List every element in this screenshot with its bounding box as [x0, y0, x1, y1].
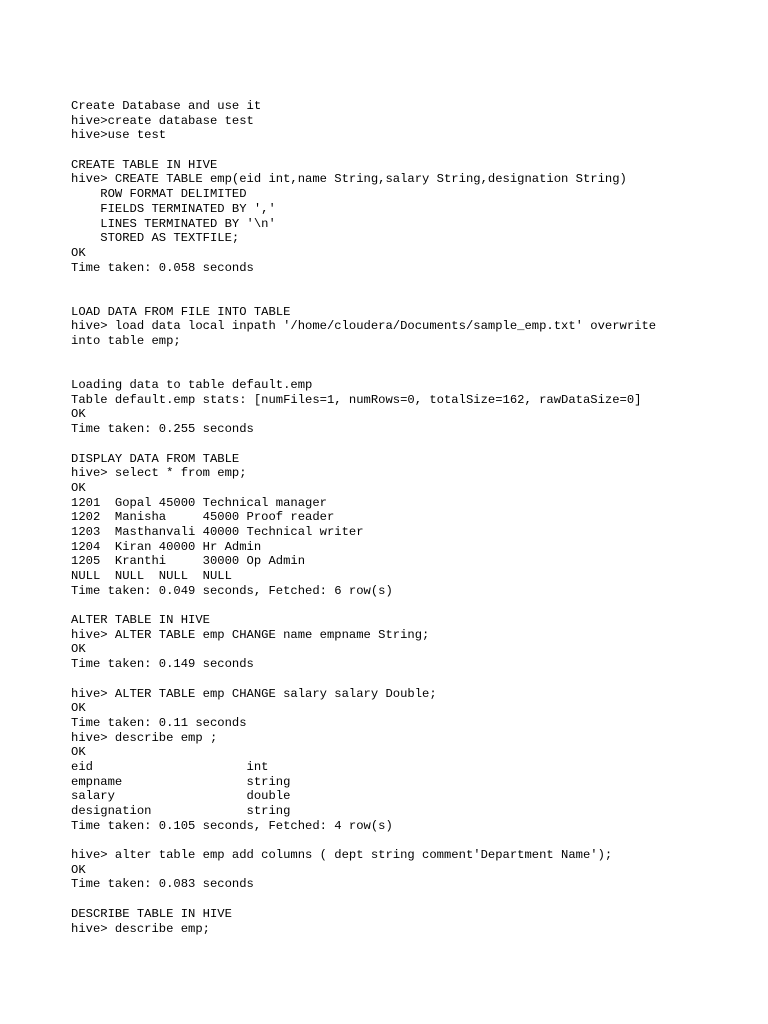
- document-line: Time taken: 0.058 seconds: [71, 260, 254, 275]
- document-line: OK: [71, 407, 86, 422]
- document-line: ALTER TABLE IN HIVE: [71, 613, 210, 628]
- document-line: hive> describe emp ;: [71, 730, 218, 745]
- document-line: designation string: [71, 804, 291, 818]
- document-line: ROW FORMAT DELIMITED: [71, 187, 247, 202]
- document-line: 1202 Manisha 45000 Proof reader: [71, 510, 335, 525]
- document-line: [71, 833, 761, 848]
- document-line: [71, 363, 761, 378]
- document-line: DESCRIBE TABLE IN HIVE: [71, 906, 232, 921]
- document-line: hive> alter table emp add columns ( dept string comment'Department Name');: [71, 848, 613, 863]
- document-line: OK: [71, 480, 86, 495]
- document-line: [71, 672, 761, 687]
- document-line: FIELDS TERMINATED BY ',': [71, 201, 276, 216]
- document-line: Table default.emp stats: [numFiles=1, numRows=0, totalSize=162, rawDataSize=0]: [71, 392, 642, 407]
- document-line: 1203 Masthanvali 40000 Technical writer: [71, 524, 364, 539]
- document-line: Time taken: 0.149 seconds: [71, 657, 254, 672]
- document-line: [71, 275, 761, 290]
- document-line: salary double: [71, 789, 291, 804]
- document-line: hive> CREATE TABLE emp(eid int,name String,salary String,designation String): [71, 172, 627, 187]
- document-line: Loading data to table default.emp: [71, 378, 313, 393]
- document-line: NULL NULL NULL NULL: [71, 569, 232, 583]
- document-line: [71, 892, 761, 907]
- document-line: hive> select * from emp;: [71, 466, 247, 481]
- document-line: Create Database and use it: [71, 99, 262, 113]
- document-line: OK: [71, 245, 86, 260]
- document-line: eid int: [71, 759, 269, 774]
- document-line: into table emp;: [71, 334, 181, 348]
- document-line: OK: [71, 701, 86, 716]
- document-line: OK: [71, 642, 86, 657]
- document-line: [71, 349, 761, 364]
- document-line: 1201 Gopal 45000 Technical manager: [71, 495, 327, 510]
- document-body: [71, 99, 761, 936]
- document-line: hive> load data local inpath '/home/cloudera/Documents/sample_emp.txt' overwrite: [71, 319, 657, 334]
- document-line: LOAD DATA FROM FILE INTO TABLE: [71, 304, 291, 319]
- document-line: CREATE TABLE IN HIVE: [71, 157, 218, 172]
- document-line: hive> describe emp;: [71, 921, 210, 936]
- document-line: LINES TERMINATED BY '\n': [71, 216, 276, 231]
- document-line: [71, 290, 761, 305]
- document-line: 1205 Kranthi 30000 Op Admin: [71, 554, 306, 569]
- document-line: Time taken: 0.255 seconds: [71, 422, 254, 437]
- document-line: hive> ALTER TABLE emp CHANGE name empname String;: [71, 627, 430, 642]
- document-line: hive> ALTER TABLE emp CHANGE salary salary Double;: [71, 686, 437, 701]
- document-line: STORED AS TEXTFILE;: [71, 231, 240, 246]
- document-line: 1204 Kiran 40000 Hr Admin: [71, 539, 262, 554]
- document-line: DISPLAY DATA FROM TABLE: [71, 451, 240, 466]
- document-line: Time taken: 0.049 seconds, Fetched: 6 row(s): [71, 583, 393, 598]
- document-line: Time taken: 0.105 seconds, Fetched: 4 row(s): [71, 818, 393, 833]
- document-line: hive>create database test: [71, 113, 254, 128]
- document-line: OK: [71, 745, 86, 760]
- document-line: OK: [71, 862, 86, 877]
- document-line: hive>use test: [71, 128, 167, 143]
- document-line: Time taken: 0.11 seconds: [71, 715, 247, 730]
- document-line: Time taken: 0.083 seconds: [71, 877, 254, 892]
- document-line: [71, 437, 761, 452]
- document-line: [71, 143, 761, 158]
- document-line: [71, 598, 761, 613]
- document-line: empname string: [71, 774, 291, 789]
